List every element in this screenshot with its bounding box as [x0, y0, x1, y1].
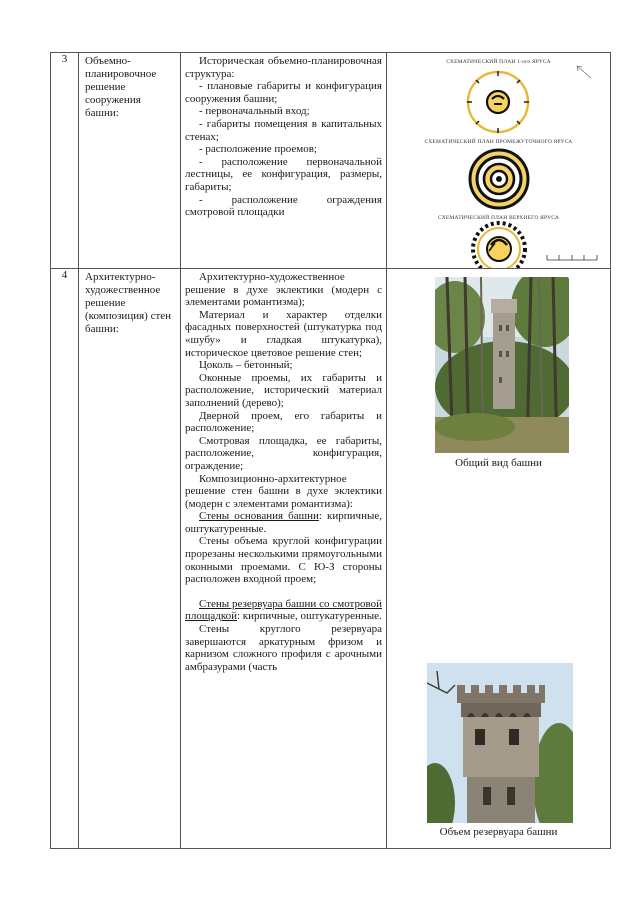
row-name: Архитектурно-художественное решение (композиция) стен башни: [85, 271, 172, 335]
walls-reservoir-desc: Стены круглого резервуара завершаются аркатурным фризом и карнизом сложного профиля с арочными амбразурами (часть [185, 623, 382, 673]
description-item: Композиционно-архитектурное решение стен башни в духе эклектики (модерн с элементами романтизма): [185, 472, 382, 510]
walls-base-text: : кирпичные, оштукатуренные. [185, 510, 382, 535]
row-number: 3 [51, 53, 79, 269]
description-item: Смотровая площадка, ее габариты, расположение, конфигурация, ограждение; [185, 434, 382, 472]
row-description [181, 269, 386, 673]
walls-base [185, 510, 382, 535]
description-item: Дверной проем, его габариты и расположение; [185, 409, 382, 435]
north-arrow-icon [574, 63, 594, 83]
row-description [181, 53, 386, 219]
heritage-table [50, 52, 611, 849]
plan-core [487, 91, 509, 113]
table-row [51, 53, 611, 269]
description-item: Историческая объемно-планировочная структура: [185, 55, 382, 80]
description-item: - расположение первоначальной лестницы, ее конфигурация, размеры, габариты; [185, 155, 382, 193]
plan-title-middle-tier: СХЕМАТИЧЕСКИЙ ПЛАН ПРОМЕЖУТОЧНОГО ЯРУСА [424, 139, 573, 145]
table-row [51, 269, 611, 849]
description-item: Цоколь – бетонный; [199, 359, 293, 372]
document-page [50, 52, 610, 848]
scale-bar-icon [546, 252, 598, 262]
description-item: - расположение проемов; [199, 143, 317, 156]
plan-title-upper-tier: СХЕМАТИЧЕСКИЙ ПЛАН ВЕРХНЕГО ЯРУСА [437, 215, 560, 221]
walls-reservoir-title: Стены резервуара башни со смотровой площадкой [185, 597, 382, 623]
plan-middle-tier [467, 147, 531, 211]
description-item: - расположение ограждения смотровой площадки [185, 193, 382, 219]
plans-cell [387, 53, 611, 269]
description-item: - плановые габариты и конфигурация сооружения башни; [185, 80, 382, 105]
tower-reservoir-photo [427, 663, 573, 823]
description-item: Оконные проемы, их габариты и расположение, исторический материал заполнений (дерево); [185, 371, 382, 409]
description-item: Архитектурно-художественное решение в духе эклектики (модерн с элементами романтизма); [185, 271, 382, 309]
walls-base-title: Стены основания башни [199, 510, 319, 523]
photos-cell [387, 269, 611, 849]
description-item: - габариты помещения в капитальных стенах; [185, 117, 382, 143]
walls-reservoir [185, 598, 382, 623]
walls-volume-text: Стены объема круглой конфигурации прорезаны несколькими прямоугольными оконными проемами. С Ю-З стороны расположен входной проем; [185, 535, 382, 586]
caption-general-view: Общий вид башни [455, 457, 542, 469]
walls-reservoir-text: : кирпичные, оштукатуренные. [237, 610, 382, 623]
tower-general-view-photo [435, 277, 569, 453]
row-name: Объемно-планировочное решение сооружения башни: [85, 55, 157, 119]
caption-reservoir-view: Объем резервуара башни [439, 826, 558, 838]
description-item: Материал и характер отделки фасадных поверхностей (штукатурка под «шубу» и гладкая штукатурка), историческое цветовое решение стен; [185, 308, 382, 359]
plan-first-tier [465, 69, 531, 135]
plan-upper-tier [467, 221, 531, 269]
plan-title-first-tier: СХЕМАТИЧЕСКИЙ ПЛАН 1-ого ЯРУСА [446, 59, 551, 65]
description-item: - первоначальный вход; [199, 105, 310, 118]
row-number: 4 [51, 269, 79, 849]
